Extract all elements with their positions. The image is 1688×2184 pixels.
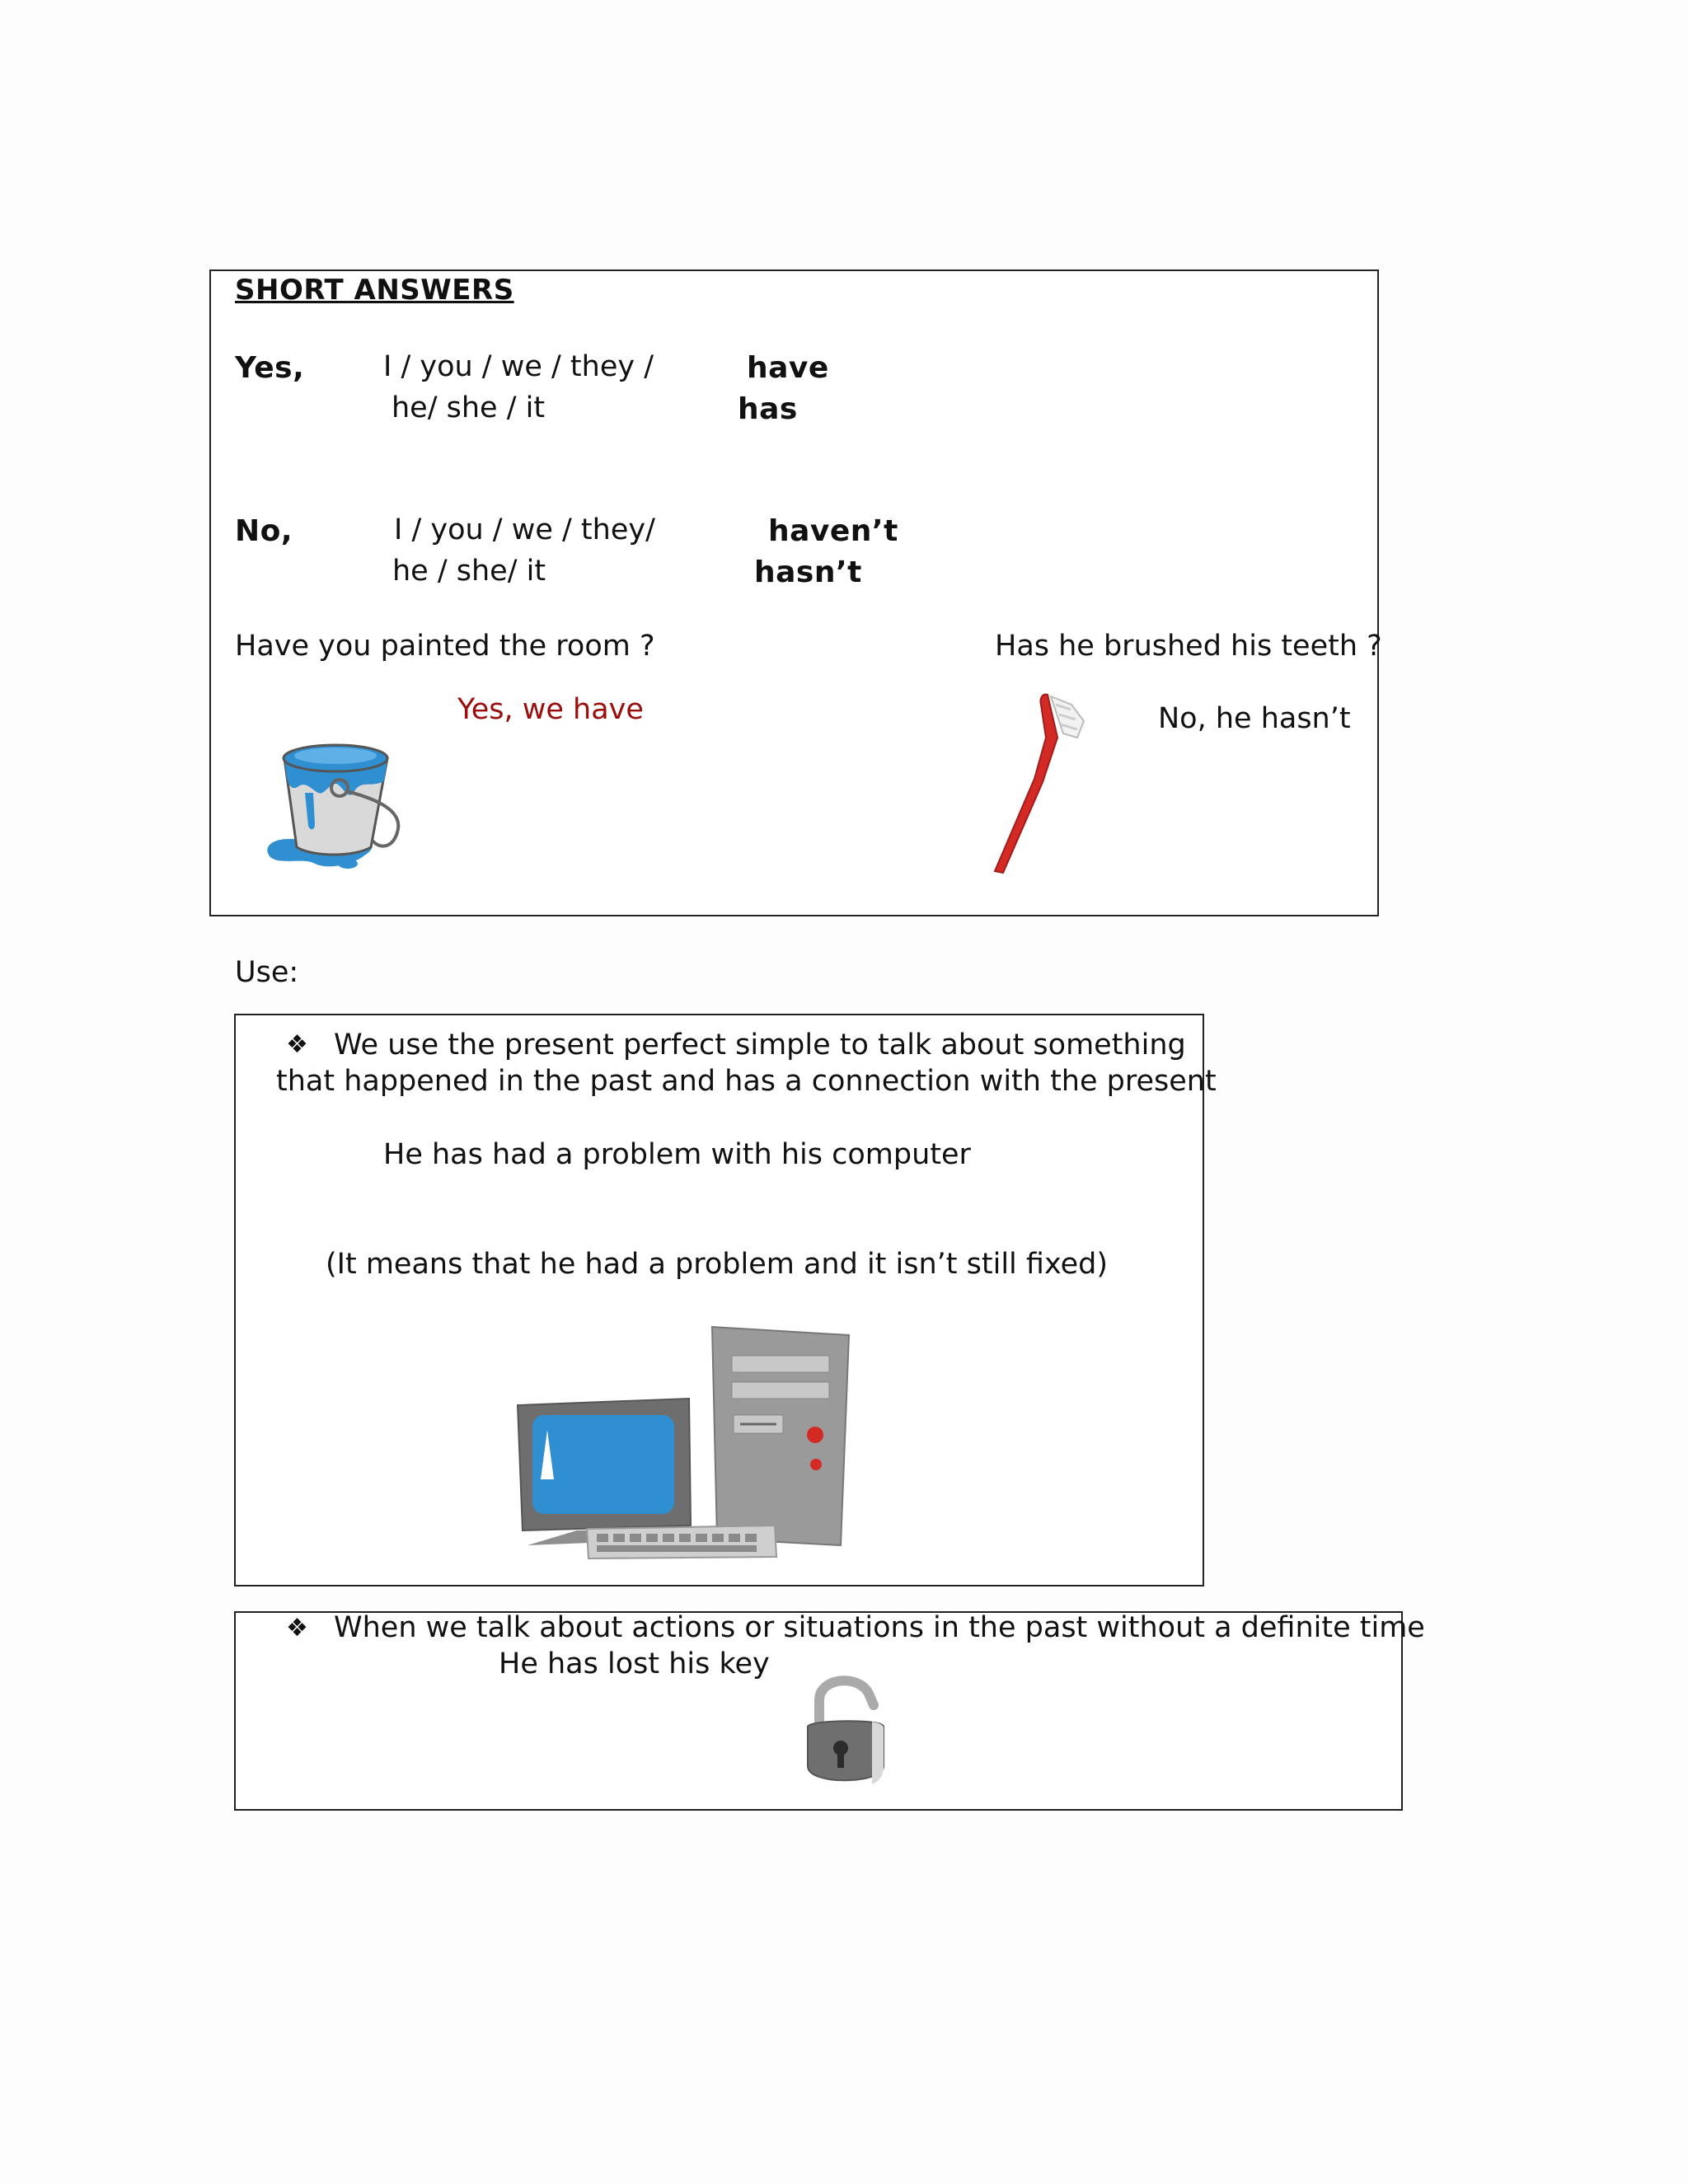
example-question-2: Has he brushed his teeth ? [995,630,1382,663]
computer-icon [511,1323,857,1562]
short-answers-title: SHORT ANSWERS [235,274,514,307]
rule-1-line-2: that happened in the past and has a connection with the present [276,1065,1217,1098]
yes-aux-have: have [747,351,829,385]
no-subjects-line-2: he / she/ it [392,555,546,588]
explanation-1: (It means that he had a problem and it isn’t still fixed) [326,1248,1108,1281]
example-answer-1: Yes, we have [457,693,644,726]
bullet-icon: ❖ [286,1614,308,1643]
example-sentence-1: He has had a problem with his computer [383,1138,971,1171]
example-sentence-2: He has lost his key [499,1647,770,1680]
bullet-icon: ❖ [286,1030,308,1059]
yes-subjects-line-1: I / you / we / they / [383,350,654,383]
example-answer-2: No, he hasn’t [1158,702,1351,735]
yes-label: Yes, [235,351,305,385]
padlock-icon [801,1669,892,1788]
rule-2-text: When we talk about actions or situations in the past without a definite time [334,1611,1425,1644]
no-subjects-line-1: I / you / we / they/ [394,513,655,546]
use-label: Use: [235,956,299,989]
no-aux-havent: haven’t [768,514,898,548]
no-aux-hasnt: hasn’t [754,555,862,589]
paint-bucket-icon [256,733,412,874]
yes-aux-has: has [738,392,798,426]
yes-subjects-line-2: he/ she / it [392,391,546,424]
toothbrush-icon [985,688,1100,878]
no-label: No, [235,514,293,548]
rule-1-line-1: We use the present perfect simple to talk about something [334,1029,1186,1062]
example-question-1: Have you painted the room ? [235,630,655,663]
